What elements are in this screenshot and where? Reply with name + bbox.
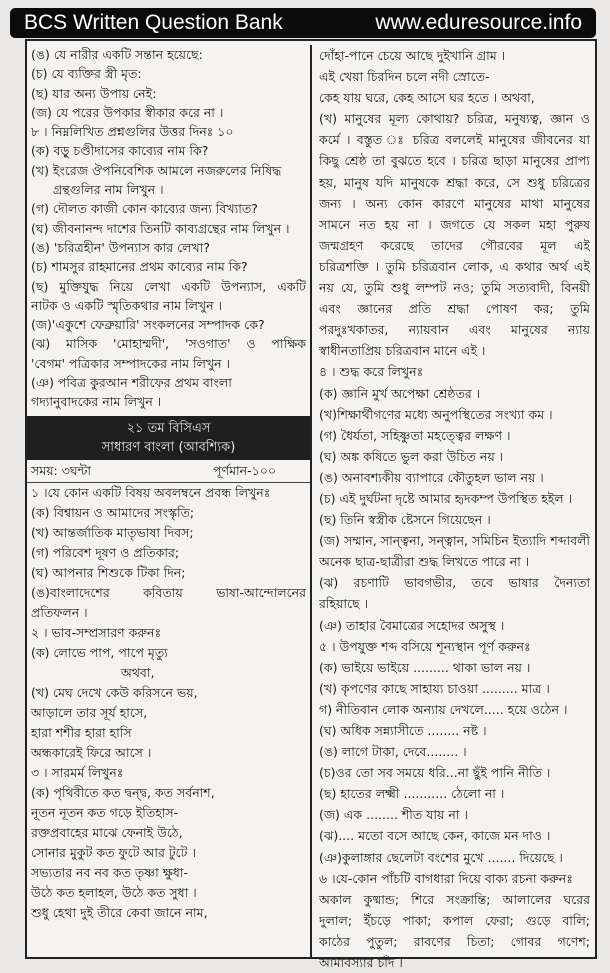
header-title: BCS Written Question Bank (24, 11, 283, 34)
text-line: সোনার মুকুট কত ফুটে আর টুটে । (31, 844, 196, 860)
text-line: এই খেয়া চিরদিন চলে নদী স্রোতে- (319, 69, 490, 85)
text-line: ৫ । উপযুক্ত শব্দ বসিয়ে শূন্যস্থান পূর্ণ করুনঃ (319, 638, 531, 654)
text-line: (ঞ)কুলাঙ্গার ছেলেটা বংশের মুখে ....... দিয়েছে । (319, 849, 563, 865)
text-line: উঠে কত হলাহল, উঠে কত সুধা । (31, 884, 197, 900)
text-line: (গ) পরিবেশ দূষণ ও প্রতিকার; (31, 544, 180, 560)
text-line: স্বাধীনতাপ্রিয় চরিত্রবান মানে এই । (319, 343, 486, 359)
question-sheet (25, 39, 597, 971)
text-line: এবং জ্ঞানের প্রতি শ্রদ্ধা পোষণ কর; তুমি (319, 301, 590, 317)
text-line: গ) নীতিবান লোক অন্যায় দেখলে..... হয়ে ওঠেন । (319, 701, 568, 717)
text-line: ৪ । শুদ্ধ করে লিখুনঃ (319, 364, 424, 380)
left-column (27, 45, 312, 957)
text-line: গদ্যানুবাদকের নাম লিখুন । (31, 394, 162, 410)
text-line: (ঝ) রচণাটি ভাবগভীর, তবে ভাষার দৈন্যতা (319, 575, 590, 591)
text-line: (ক) বিশ্বায়ন ও আমাদের সংস্কৃতি; (31, 504, 195, 520)
text-line: (খ) ইংরেজ ঔপনিবেশিক আমলে নজরুলের নিষিদ্ধ (31, 162, 282, 178)
text-line: ১ ।যে কোন একটি বিষয় অবলম্বনে প্রবন্ধ লিখুনঃ (31, 484, 271, 500)
text-line: ৮ । নিম্নলিখিত প্রশ্নগুলির উত্তর দিনঃ ১০ (31, 124, 234, 140)
text-line: চরিত্রশক্তি । তুমি চরিত্রবান লোক, এ কথার অর্থ এই (319, 258, 590, 274)
text-line: শুধু হেথা দুই তীরে কেবা জানে নাম, (31, 904, 208, 920)
text-line: (ঘ) আপনার শিশুকে টিকা দিন; (31, 564, 186, 580)
text-line: (চ) শামসুর রাহমানের প্রথম কাব্যের নাম কি? (31, 259, 248, 275)
text-line: জন্য । অন্য কোন কারণে মানুষের মাথা মানুষের (319, 195, 590, 211)
text-line: (ঝ).... মতো বসে আছে কেন, কাজে মন দাও । (319, 828, 551, 844)
text-line: (ছ) যার অন্য উপায় নেই: (31, 85, 157, 101)
text-line: পরদুঃখকাতর, ন্যায়বান এবং মানুষের ন্যায় (319, 322, 590, 338)
text-line: (ক) লোভে পাপ, পাপে মৃত্যু (31, 644, 168, 660)
text-line: (খ)শিক্ষার্থীগণের মধ্যে অনুপস্থিতের সংখ্যা কম । (319, 406, 553, 422)
text-line: (খ) মানুষের মূল্য কোথায়? চরিত্র, মনুষ্যত্ব, জ্ঞান ও (319, 111, 590, 127)
text-line: (ক) বড়ু চণ্ডীদাসের কাব্যের নাম কি? (31, 143, 209, 159)
header-site: www.eduresource.info (375, 11, 582, 34)
text-line: দোঁহা-পানে চেয়ে আছে দুইখানি গ্রাম । (319, 48, 506, 63)
exam-marks: পূর্ণমান-১০০ (213, 462, 276, 478)
text-line: অকাল কুষ্মান্ড; শিরে সংক্রান্তি; আলালের ঘরের (319, 891, 590, 907)
text-line: (ঙ)বাংলাদেশের কবিতায় ভাষা-আন্দোলনের (31, 584, 306, 600)
right-column (314, 45, 595, 973)
text-line: হয়, মানুষ যদি মানুষকে শ্রদ্ধা করে, সে শুধু চরিত্রের (319, 174, 590, 190)
text-line: (ঝ) মাসিক 'মোহাম্মদী', 'সওগাত' ও পাক্ষিক (31, 336, 306, 352)
text-line: (ঙ) অনাবশ্যকীয় ব্যাপারে কৌতুহল ভাল নয় । (319, 469, 544, 485)
text-line: (জ) যে পরের উপকার স্বীকার করে না । (31, 104, 224, 120)
text-line: (ঞ) পবিত্র কুরআন শরীফের প্রথম বাংলা (31, 375, 232, 391)
text-line: প্রতিফলন । (31, 604, 88, 620)
text-line: ৩ । সারমর্ম লিখুনঃ (31, 764, 124, 780)
text-line: (ক) জ্ঞানি মুর্খ অপেক্ষা শ্রেষ্ঠতর । (319, 385, 481, 401)
text-line: (ঘ) জীবনানন্দ দাশের তিনটি কাব্যগ্রন্থের নাম লিখুন । (31, 220, 290, 236)
text-line: (গ) ধৈর্যতা, সহিষ্ণুতা মহত্ত্বের লক্ষণ । (319, 427, 511, 443)
text-line: (ঙ) লাগে টাকা, দেবে........ । (319, 744, 467, 760)
text-line: কাঠের পুতুল; রাবণের চিতা; গোবর গণেশ; (319, 933, 590, 949)
text-line: (ক) ভাইয়ে ভাইয়ে ......... থাকা ভাল নয় । (319, 659, 531, 675)
text-line: ৬ ।যে-কোন পাঁচটি বাগধারা দিয়ে বাক্য রচনা করুনঃ (319, 870, 573, 886)
text-line: (গ) দৌলত কাজী কোন কাব্যের জন্য বিখ্যাত? (31, 201, 258, 217)
text-line: 'বেগম' পত্রিকার সম্পাদকের নাম লিখুন । (31, 355, 231, 371)
text-line: ২ । ভাব-সম্প্রসারণ করুনঃ (31, 624, 162, 640)
text-line: সভ্যতার নব নব কত তৃষ্ণা ক্ষুধা- (31, 864, 189, 880)
text-line: (ছ) মুক্তিযুদ্ধ নিয়ে লেখা একটি উপন্যাস, একটি (31, 278, 306, 294)
text-line: (চ) এই দুর্ঘটনা দৃষ্টে আমার হৃদকম্প উপস্থিত হইল । (319, 490, 573, 506)
text-line: কিছু শ্রেষ্ঠ তা বুঝতে হবে । চরিত্র ছাড়া মানুষের প্রাপ্য (319, 153, 590, 169)
text-line: আড়ালে তার সূর্য হাসে, (31, 704, 148, 720)
exam-time: সময়: ৩ঘন্টা (31, 462, 92, 478)
text-line: রক্তপ্রবাহের মাঝে ফেনাই উঠে, (31, 824, 183, 840)
text-line: (চ) যে ব্যক্তির স্ত্রী মৃত: (31, 66, 142, 82)
text-line: (খ) মেঘ দেখে কেউ করিসনে ভয়, (31, 684, 198, 700)
exam-info-row (27, 460, 310, 483)
text-line: নূতন নূতন কত গড়ে ইতিহাস- (31, 804, 179, 820)
text-line: (ঘ) অঙ্ক কষিতে ভুল করা উচিত নয় । (319, 448, 504, 464)
text-line: (ঘ) অধিক সন্ন্যাসীতে ........ নষ্ট । (319, 723, 487, 738)
text-line: (জ)'একুশে ফেব্রুয়ারি' সংকলনের সম্পাদক কে? (31, 317, 265, 333)
text-line: রহিয়াছে । (319, 596, 369, 612)
text-line: (খ) আন্তর্জাতিক মাতৃভাষা দিবস; (31, 524, 194, 540)
text-line: (ছ) হাতের লক্ষ্মী ........... ঠেলো না । (319, 786, 505, 802)
page-header (10, 8, 596, 38)
left-lower-lines (31, 483, 306, 923)
text-line: (ক) পৃথিবীতে কত দ্বন্দ্ব, কত সর্বনাশ, (31, 784, 215, 800)
banner-line-2: সাধারণ বাংলা (আবশ্যিক) (101, 439, 236, 455)
text-line: (চ)ওর তো সব সময়ে ধরি...না ছুঁই পানি নীতি । (319, 765, 551, 781)
text-line: নয় যে, তুমি শুধু লম্পট নও; তুমি সত্যবাদী, বিনয়ী (319, 280, 590, 296)
text-line: (ঙ) যে নারীর একটি সন্তান হয়েছে: (31, 47, 203, 62)
text-line: গ্রন্থগুলির নাম লিখুন । (53, 182, 164, 198)
text-line: (ঙ) 'চরিত্রহীন' উপন্যাস কার লেখা? (31, 239, 210, 255)
text-line: অথবা, (121, 664, 155, 680)
text-line: (ছ) তিনি স্বস্ত্রীক ষ্টেসনে গিয়েছেন । (319, 512, 491, 528)
text-line: (ঞ) তাহার বৈমাত্রের সহোদর অসুস্থ । (319, 617, 505, 633)
text-line: (খ) কৃপণের কাছে সাহায্য চাওয়া ......... মাত্র । (319, 680, 550, 696)
text-line: আমাবস্যার চাঁদ । (319, 955, 403, 971)
text-line: নাটক ও একটি স্মৃতিকথার নাম লিখুন । (31, 297, 223, 313)
text-line: দুলাল; ইঁচড়ে পাকা; কপাল ফেরা; গুড়ে বালি; (319, 912, 590, 928)
text-line: অনেক ছাত্র-ছাত্রীরা শুদ্ধ লিখতে পারে না । (319, 554, 530, 570)
text-line: জন্মগ্রহণ করেছে তাদের গৌরবের মূল এই (319, 237, 590, 253)
text-line: সামনে নত হয় না । জগতে যে সকল মহা পুরুষ (319, 216, 590, 232)
text-line: (জ) এক ........ শীত যায় না । (319, 807, 468, 823)
text-line: (জ) সম্মান, সান্ত্বনা, সন্ত্বান, সমিচিন ইত্যাদি শব্দাবলী (319, 533, 590, 549)
text-line: কর্মে । বস্তুত ঃ চরিত্র বললেই মানুষের জীবনের যা (319, 132, 590, 148)
text-line: কেহ যায় ঘরে, কেহ আসে ঘর হতে । অথবা, (319, 90, 535, 106)
exam-banner (27, 416, 310, 460)
text-line: অন্ধকারেই ফিরে আসে । (31, 744, 152, 760)
left-upper-lines (31, 45, 306, 412)
banner-line-1: ২১ তম বিসিএস (126, 420, 211, 436)
text-line: হারা শশীর হারা হাসি (31, 724, 132, 740)
